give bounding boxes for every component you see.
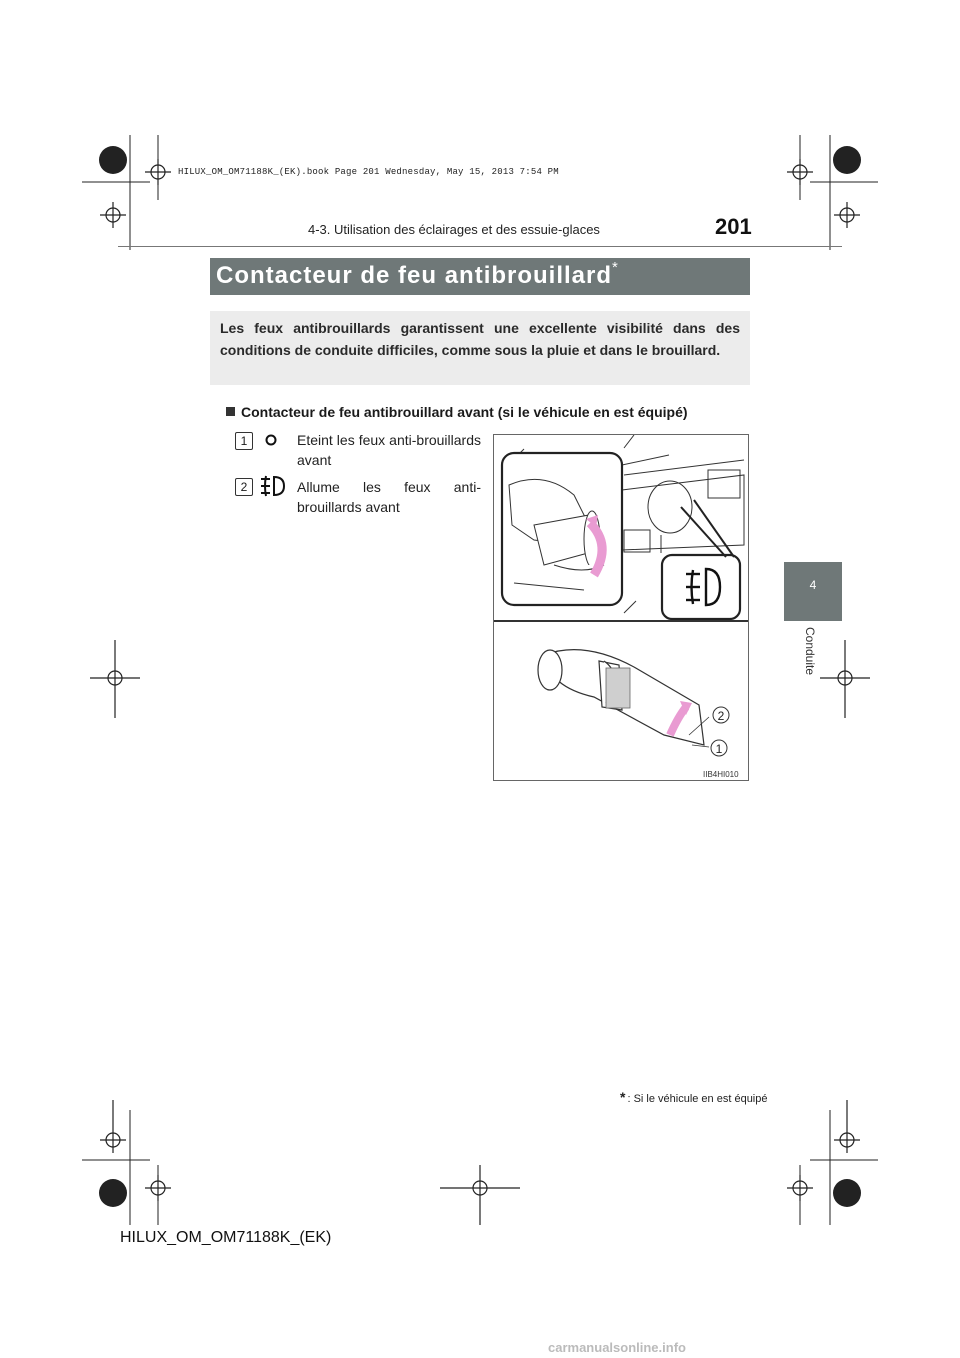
- item-number-1: 1: [235, 432, 253, 450]
- intro-text: Les feux antibrouillards garantissent une excellente visibilité dans des conditions de conduite difficiles, comme sous la pluie et dans le brouillard.: [220, 320, 740, 358]
- chapter-label: Conduite: [803, 626, 818, 676]
- page-number: 201: [715, 214, 752, 239]
- fog-switch-illustration: [494, 435, 748, 780]
- page-title: Contacteur de feu antibrouillard*: [216, 259, 619, 289]
- intro-box: [210, 311, 750, 385]
- figure-callout-1: 1: [715, 742, 723, 756]
- square-bullet-icon: [226, 407, 235, 416]
- item-text-1: Eteint les feux anti-brouillards avant: [297, 432, 481, 468]
- chapter-number: 4: [809, 578, 817, 592]
- front-fog-light-icon: [258, 474, 288, 498]
- subsection-heading: Contacteur de feu antibrouillard avant (si le véhicule en est équipé): [226, 404, 688, 420]
- item-text-2: Allume les feux anti-brouillards avant: [297, 479, 481, 515]
- footnote: * : Si le véhicule en est équipé: [620, 1089, 768, 1105]
- asterisk-icon: *: [620, 1089, 626, 1105]
- title-mark: *: [612, 259, 619, 276]
- header-rule: [118, 246, 842, 247]
- figure-code: IIB4HI010: [703, 770, 739, 779]
- item-number-2: 2: [235, 478, 253, 496]
- section-title: 4-3. Utilisation des éclairages et des essuie-glaces: [308, 222, 600, 237]
- book-header: HILUX_OM_OM71188K_(EK).book Page 201 Wednesday, May 15, 2013 7:54 PM: [178, 167, 559, 177]
- off-icon: [264, 433, 278, 447]
- footer-code: HILUX_OM_OM71188K_(EK): [120, 1229, 332, 1246]
- watermark: carmanualsonline.info: [548, 1340, 686, 1355]
- figure-callout-2: 2: [717, 709, 725, 723]
